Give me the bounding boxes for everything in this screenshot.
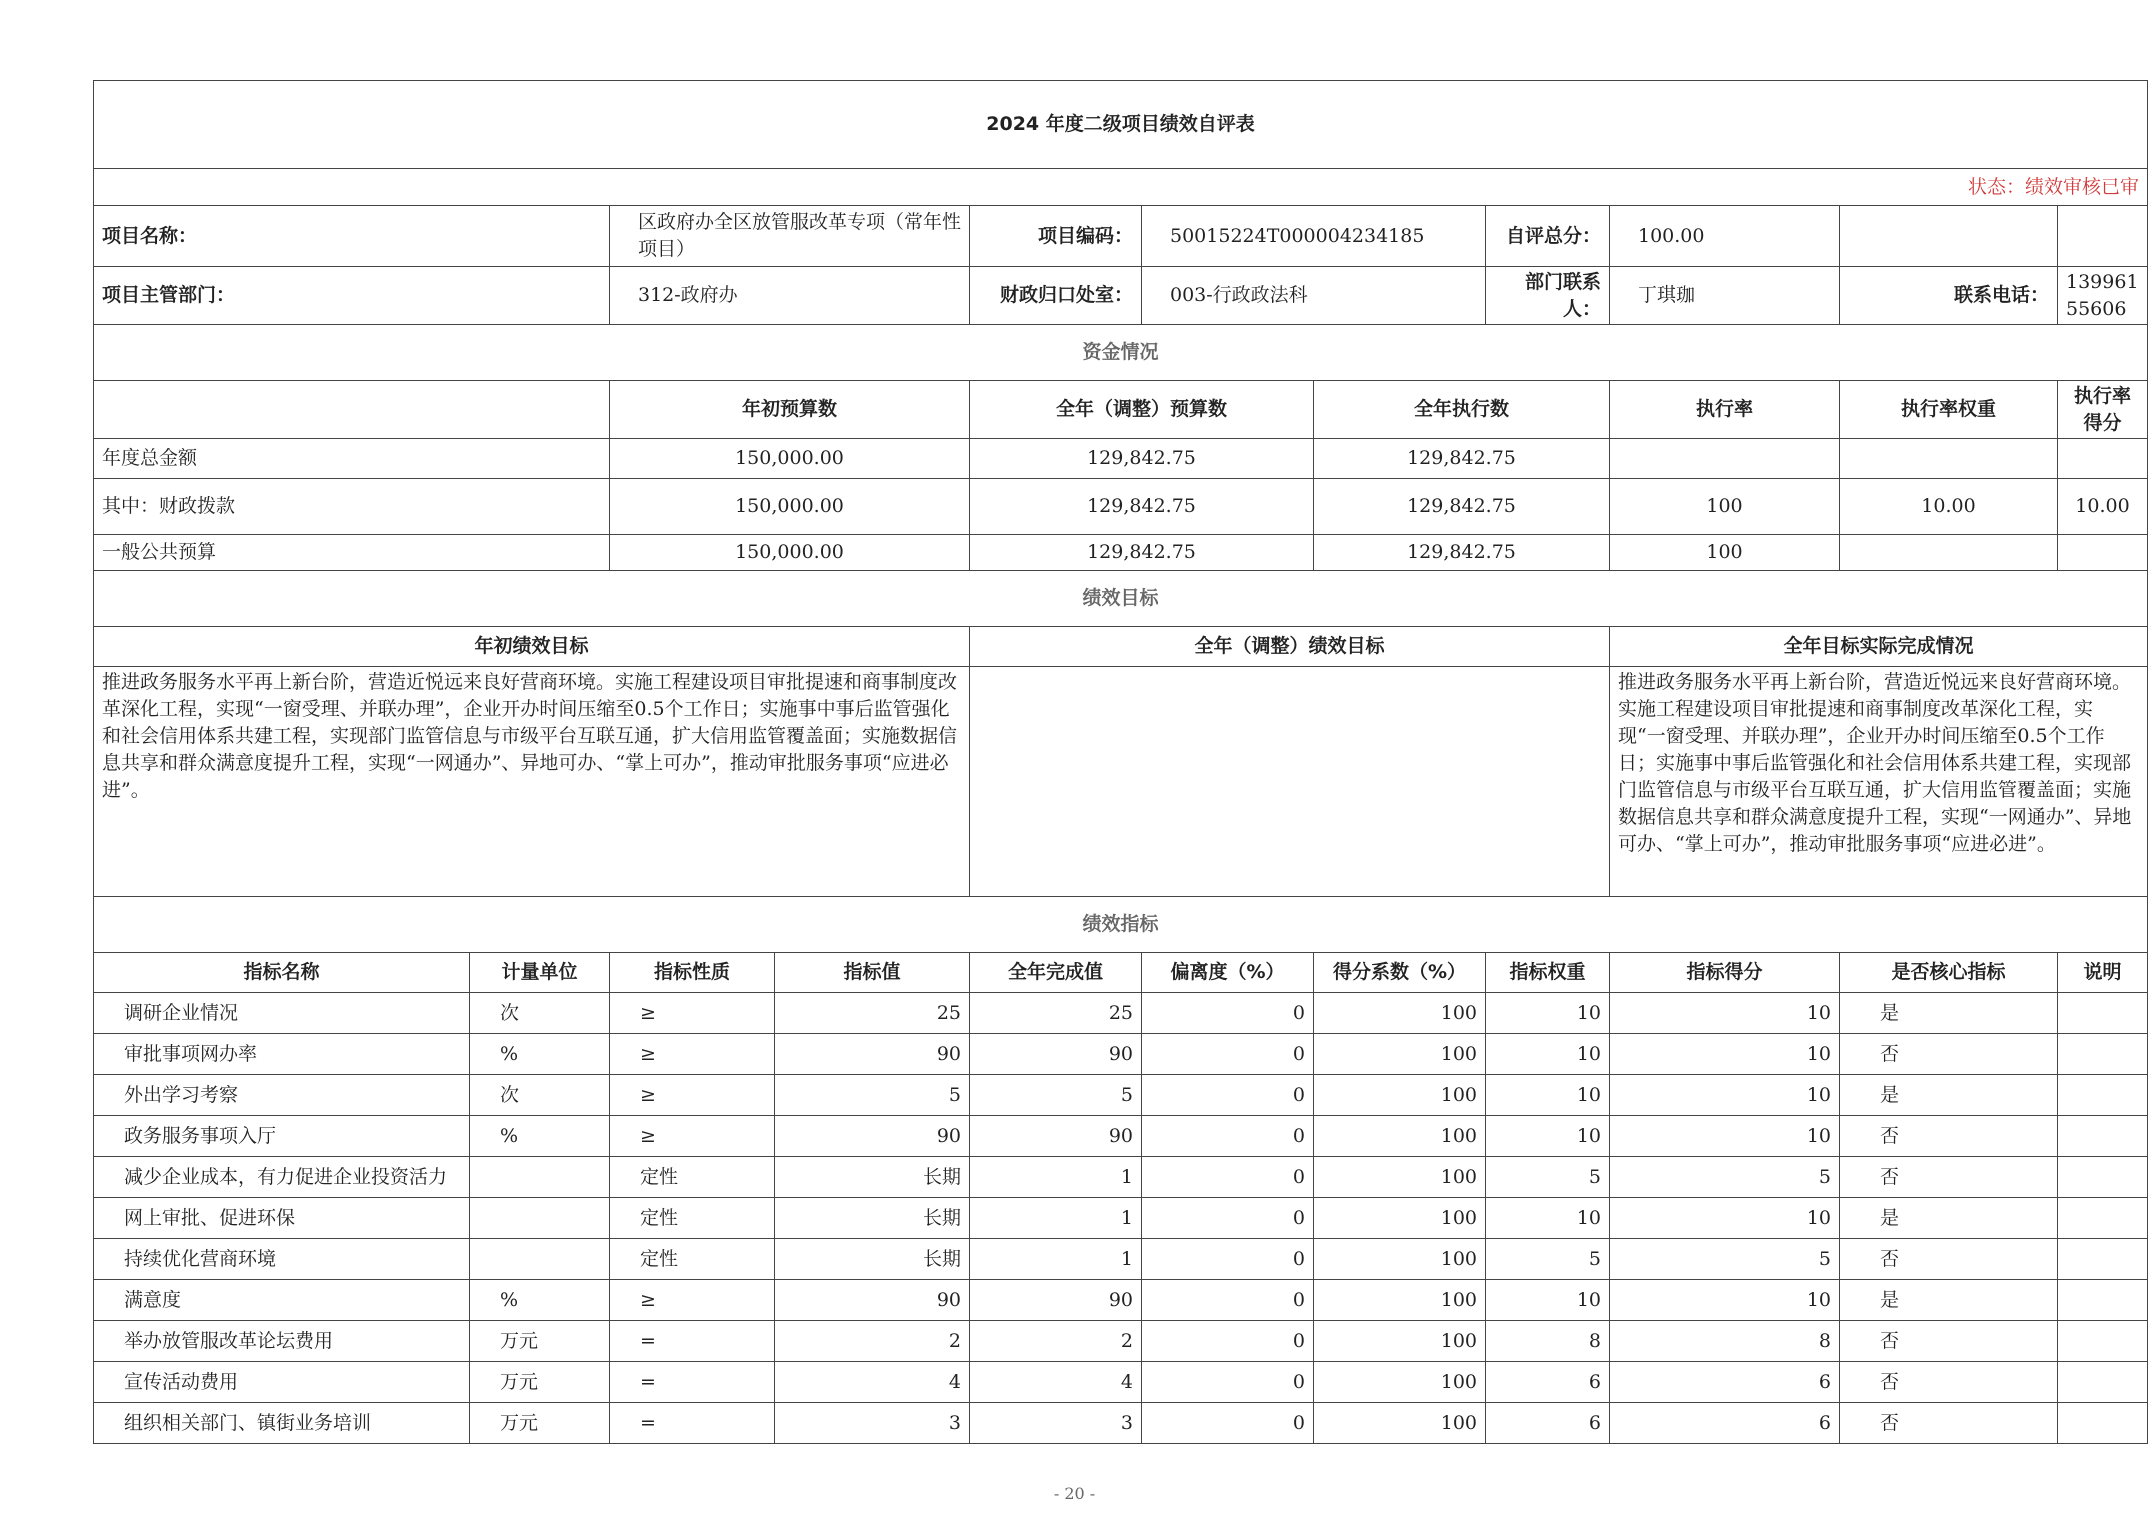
indicator-target: 3 (775, 1403, 970, 1444)
page-number: - 20 - (1053, 1484, 1096, 1503)
funds-header-blank (94, 381, 610, 439)
indicator-target: 4 (775, 1362, 970, 1403)
indicator-unit: 万元 (470, 1362, 610, 1403)
goals-initial-text: 推进政务服务水平再上新台阶，营造近悦远来良好营商环境。实施工程建设项目审批提速和商事制度改革深化工程，实现“一窗受理、并联办理”，企业开办时间压缩至0.5个工作日；实施事中事后监管强化和社会信用体系共建工程，实现部门监管信息与市级平台互联互通，扩大信用监管覆盖面；实施数据信息共享和群众满意度提升工程，实现“一网通办”、异地可办、“掌上可办”，推动审批服务事项“应进必进”。 (94, 667, 970, 897)
indicator-unit: 次 (470, 1075, 610, 1116)
indicator-target: 25 (775, 993, 970, 1034)
indicator-name: 宣传活动费用 (94, 1362, 470, 1403)
evaluation-form (93, 80, 2147, 1444)
department-label: 项目主管部门： (94, 267, 610, 325)
indicator-deviation: 0 (1142, 1239, 1314, 1280)
indicator-score: 6 (1610, 1403, 1840, 1444)
indicator-deviation: 0 (1142, 1198, 1314, 1239)
indicator-weight: 6 (1486, 1403, 1610, 1444)
funds-row-weight (1840, 439, 2058, 479)
evaluation-table (93, 80, 2148, 1444)
ind-header-unit: 计量单位 (470, 953, 610, 993)
indicator-score: 8 (1610, 1321, 1840, 1362)
indicator-core: 否 (1840, 1403, 2058, 1444)
project-name-label: 项目名称： (94, 206, 610, 267)
indicator-unit: % (470, 1034, 610, 1075)
goals-header-adjusted: 全年（调整）绩效目标 (970, 627, 1610, 667)
project-code-label: 项目编码： (970, 206, 1142, 267)
indicator-deviation: 0 (1142, 1075, 1314, 1116)
indicator-score: 5 (1610, 1239, 1840, 1280)
ind-header-coef: 得分系数（%） (1314, 953, 1486, 993)
indicator-actual: 2 (970, 1321, 1142, 1362)
indicator-name: 审批事项网办率 (94, 1034, 470, 1075)
project-name-value: 区政府办全区放管服改革专项（常年性项目） (610, 206, 970, 267)
indicator-unit (470, 1157, 610, 1198)
funds-row-executed: 129,842.75 (1314, 439, 1610, 479)
indicator-weight: 5 (1486, 1157, 1610, 1198)
funds-row-initial: 150,000.00 (610, 479, 970, 535)
indicator-note (2058, 993, 2148, 1034)
indicator-note (2058, 1239, 2148, 1280)
indicator-core: 否 (1840, 1321, 2058, 1362)
indicator-note (2058, 1034, 2148, 1075)
indicator-core: 是 (1840, 1280, 2058, 1321)
funds-row-weight (1840, 535, 2058, 571)
indicator-unit: % (470, 1280, 610, 1321)
empty-cell (1840, 206, 2058, 267)
indicator-actual: 1 (970, 1198, 1142, 1239)
indicator-note (2058, 1157, 2148, 1198)
department-value: 312-政府办 (610, 267, 970, 325)
indicator-score: 10 (1610, 1198, 1840, 1239)
indicator-coef: 100 (1314, 993, 1486, 1034)
indicator-nature: ≥ (610, 993, 775, 1034)
indicator-nature: = (610, 1362, 775, 1403)
indicator-core: 否 (1840, 1239, 2058, 1280)
indicator-core: 否 (1840, 1034, 2058, 1075)
indicator-core: 否 (1840, 1157, 2058, 1198)
indicator-name: 外出学习考察 (94, 1075, 470, 1116)
indicator-row (94, 1239, 2148, 1280)
indicator-actual: 1 (970, 1239, 1142, 1280)
indicator-name: 政务服务事项入厅 (94, 1116, 470, 1157)
indicator-actual: 90 (970, 1034, 1142, 1075)
page-title: 2024 年度二级项目绩效自评表 (94, 81, 2148, 169)
indicator-name: 满意度 (94, 1280, 470, 1321)
indicator-note (2058, 1362, 2148, 1403)
indicator-core: 是 (1840, 1075, 2058, 1116)
phone-label: 联系电话： (1840, 267, 2058, 325)
funds-header-executed: 全年执行数 (1314, 381, 1610, 439)
funds-row-score (2058, 439, 2148, 479)
indicator-actual: 90 (970, 1280, 1142, 1321)
goals-header-initial: 年初绩效目标 (94, 627, 970, 667)
ind-header-actual: 全年完成值 (970, 953, 1142, 993)
ind-header-core: 是否核心指标 (1840, 953, 2058, 993)
indicator-target: 长期 (775, 1198, 970, 1239)
indicator-core: 否 (1840, 1362, 2058, 1403)
indicator-actual: 1 (970, 1157, 1142, 1198)
indicator-deviation: 0 (1142, 1403, 1314, 1444)
funds-row-adjusted: 129,842.75 (970, 439, 1314, 479)
funds-row-weight: 10.00 (1840, 479, 2058, 535)
indicator-core: 是 (1840, 993, 2058, 1034)
funds-section-title: 资金情况 (94, 325, 2148, 381)
indicator-target: 5 (775, 1075, 970, 1116)
indicator-unit (470, 1239, 610, 1280)
funds-row-adjusted: 129,842.75 (970, 535, 1314, 571)
indicator-weight: 8 (1486, 1321, 1610, 1362)
indicator-coef: 100 (1314, 1239, 1486, 1280)
indicator-name: 持续优化营商环境 (94, 1239, 470, 1280)
ind-header-target: 指标值 (775, 953, 970, 993)
indicator-note (2058, 1116, 2148, 1157)
indicator-unit: 万元 (470, 1321, 610, 1362)
indicator-nature: 定性 (610, 1239, 775, 1280)
indicator-target: 长期 (775, 1157, 970, 1198)
goals-section-title: 绩效目标 (94, 571, 2148, 627)
indicator-note (2058, 1198, 2148, 1239)
ind-header-deviation: 偏离度（%） (1142, 953, 1314, 993)
indicator-actual: 25 (970, 993, 1142, 1034)
funds-row (94, 535, 2148, 571)
indicator-row (94, 1280, 2148, 1321)
indicator-weight: 10 (1486, 1198, 1610, 1239)
goals-adjusted-text (970, 667, 1610, 897)
indicator-nature: ≥ (610, 1034, 775, 1075)
indicator-actual: 4 (970, 1362, 1142, 1403)
project-code-value: 50015224T000004234185 (1142, 206, 1486, 267)
goals-actual-text: 推进政务服务水平再上新台阶，营造近悦远来良好营商环境。实施工程建设项目审批提速和商事制度改革深化工程，实现“一窗受理、并联办理”，企业开办时间压缩至0.5个工作日；实施事中事后监管强化和社会信用体系共建工程，实现部门监管信息与市级平台互联互通，扩大信用监管覆盖面；实施数据信息共享和群众满意度提升工程，实现“一网通办”、异地可办、“掌上可办”，推动审批服务事项“应进必进”。 (1610, 667, 2148, 897)
empty-cell (2058, 206, 2148, 267)
indicator-actual: 90 (970, 1116, 1142, 1157)
indicator-rows (94, 993, 2148, 1444)
indicator-coef: 100 (1314, 1075, 1486, 1116)
indicator-coef: 100 (1314, 1157, 1486, 1198)
funds-header-adjusted: 全年（调整）预算数 (970, 381, 1314, 439)
indicator-coef: 100 (1314, 1280, 1486, 1321)
indicator-note (2058, 1280, 2148, 1321)
indicator-row (94, 1157, 2148, 1198)
indicator-score: 10 (1610, 1034, 1840, 1075)
indicator-deviation: 0 (1142, 1280, 1314, 1321)
funds-header-initial: 年初预算数 (610, 381, 970, 439)
funds-header-rate: 执行率 (1610, 381, 1840, 439)
funds-row-rate (1610, 439, 1840, 479)
funds-header-weight: 执行率权重 (1840, 381, 2058, 439)
indicator-row (94, 993, 2148, 1034)
indicator-deviation: 0 (1142, 1157, 1314, 1198)
indicator-unit: 万元 (470, 1403, 610, 1444)
indicator-deviation: 0 (1142, 1116, 1314, 1157)
funds-header-score: 执行率得分 (2058, 381, 2148, 439)
indicator-target: 2 (775, 1321, 970, 1362)
funds-row-score: 10.00 (2058, 479, 2148, 535)
indicator-coef: 100 (1314, 1321, 1486, 1362)
indicator-row (94, 1075, 2148, 1116)
indicator-row (94, 1116, 2148, 1157)
indicator-weight: 10 (1486, 1280, 1610, 1321)
indicator-name: 组织相关部门、镇街业务培训 (94, 1403, 470, 1444)
indicator-unit: 次 (470, 993, 610, 1034)
indicator-target: 90 (775, 1034, 970, 1075)
funds-row-initial: 150,000.00 (610, 439, 970, 479)
indicator-nature: = (610, 1403, 775, 1444)
indicator-score: 5 (1610, 1157, 1840, 1198)
indicator-unit: % (470, 1116, 610, 1157)
indicator-name: 网上审批、促进环保 (94, 1198, 470, 1239)
indicator-nature: ≥ (610, 1280, 775, 1321)
funds-row-score (2058, 535, 2148, 571)
funds-row-label: 年度总金额 (94, 439, 610, 479)
indicator-note (2058, 1321, 2148, 1362)
status-text: 状态：绩效审核已审 (94, 169, 2148, 206)
finance-office-value: 003-行政政法科 (1142, 267, 1486, 325)
funds-row-initial: 150,000.00 (610, 535, 970, 571)
indicator-note (2058, 1403, 2148, 1444)
indicator-target: 90 (775, 1280, 970, 1321)
funds-row-executed: 129,842.75 (1314, 479, 1610, 535)
indicator-deviation: 0 (1142, 1034, 1314, 1075)
indicator-weight: 6 (1486, 1362, 1610, 1403)
indicator-row (94, 1198, 2148, 1239)
indicator-weight: 5 (1486, 1239, 1610, 1280)
indicator-weight: 10 (1486, 1075, 1610, 1116)
indicator-score: 10 (1610, 993, 1840, 1034)
indicator-core: 是 (1840, 1198, 2058, 1239)
indicator-unit (470, 1198, 610, 1239)
indicator-nature: ≥ (610, 1116, 775, 1157)
contact-value: 丁琪珈 (1610, 267, 1840, 325)
indicator-nature: 定性 (610, 1198, 775, 1239)
indicator-actual: 5 (970, 1075, 1142, 1116)
indicator-row (94, 1362, 2148, 1403)
indicator-weight: 10 (1486, 993, 1610, 1034)
goals-header-actual: 全年目标实际完成情况 (1610, 627, 2148, 667)
ind-header-weight: 指标权重 (1486, 953, 1610, 993)
indicator-nature: ≥ (610, 1075, 775, 1116)
funds-row-rate: 100 (1610, 479, 1840, 535)
indicator-weight: 10 (1486, 1034, 1610, 1075)
indicator-score: 10 (1610, 1116, 1840, 1157)
indicator-nature: 定性 (610, 1157, 775, 1198)
indicator-coef: 100 (1314, 1116, 1486, 1157)
indicator-deviation: 0 (1142, 1362, 1314, 1403)
phone-value: 13996155606 (2058, 267, 2148, 325)
funds-row-adjusted: 129,842.75 (970, 479, 1314, 535)
finance-office-label: 财政归口处室： (970, 267, 1142, 325)
funds-row-rate: 100 (1610, 535, 1840, 571)
funds-row (94, 439, 2148, 479)
indicator-name: 减少企业成本，有力促进企业投资活力 (94, 1157, 470, 1198)
indicator-deviation: 0 (1142, 1321, 1314, 1362)
indicator-score: 6 (1610, 1362, 1840, 1403)
indicator-name: 调研企业情况 (94, 993, 470, 1034)
indicator-actual: 3 (970, 1403, 1142, 1444)
indicator-weight: 10 (1486, 1116, 1610, 1157)
indicator-note (2058, 1075, 2148, 1116)
indicator-score: 10 (1610, 1280, 1840, 1321)
indicator-core: 否 (1840, 1116, 2058, 1157)
indicator-nature: = (610, 1321, 775, 1362)
ind-header-nature: 指标性质 (610, 953, 775, 993)
funds-row-label: 其中：财政拨款 (94, 479, 610, 535)
indicator-row (94, 1034, 2148, 1075)
indicator-coef: 100 (1314, 1403, 1486, 1444)
indicator-coef: 100 (1314, 1362, 1486, 1403)
funds-row-label: 一般公共预算 (94, 535, 610, 571)
indicator-target: 90 (775, 1116, 970, 1157)
funds-row (94, 479, 2148, 535)
indicator-row (94, 1321, 2148, 1362)
ind-header-name: 指标名称 (94, 953, 470, 993)
ind-header-score: 指标得分 (1610, 953, 1840, 993)
indicator-row (94, 1403, 2148, 1444)
indicator-name: 举办放管服改革论坛费用 (94, 1321, 470, 1362)
contact-label: 部门联系人： (1486, 267, 1610, 325)
indicators-section-title: 绩效指标 (94, 897, 2148, 953)
total-score-label: 自评总分： (1486, 206, 1610, 267)
total-score-value: 100.00 (1610, 206, 1840, 267)
indicator-target: 长期 (775, 1239, 970, 1280)
indicator-deviation: 0 (1142, 993, 1314, 1034)
funds-row-executed: 129,842.75 (1314, 535, 1610, 571)
indicator-score: 10 (1610, 1075, 1840, 1116)
ind-header-note: 说明 (2058, 953, 2148, 993)
indicator-coef: 100 (1314, 1034, 1486, 1075)
indicator-coef: 100 (1314, 1198, 1486, 1239)
